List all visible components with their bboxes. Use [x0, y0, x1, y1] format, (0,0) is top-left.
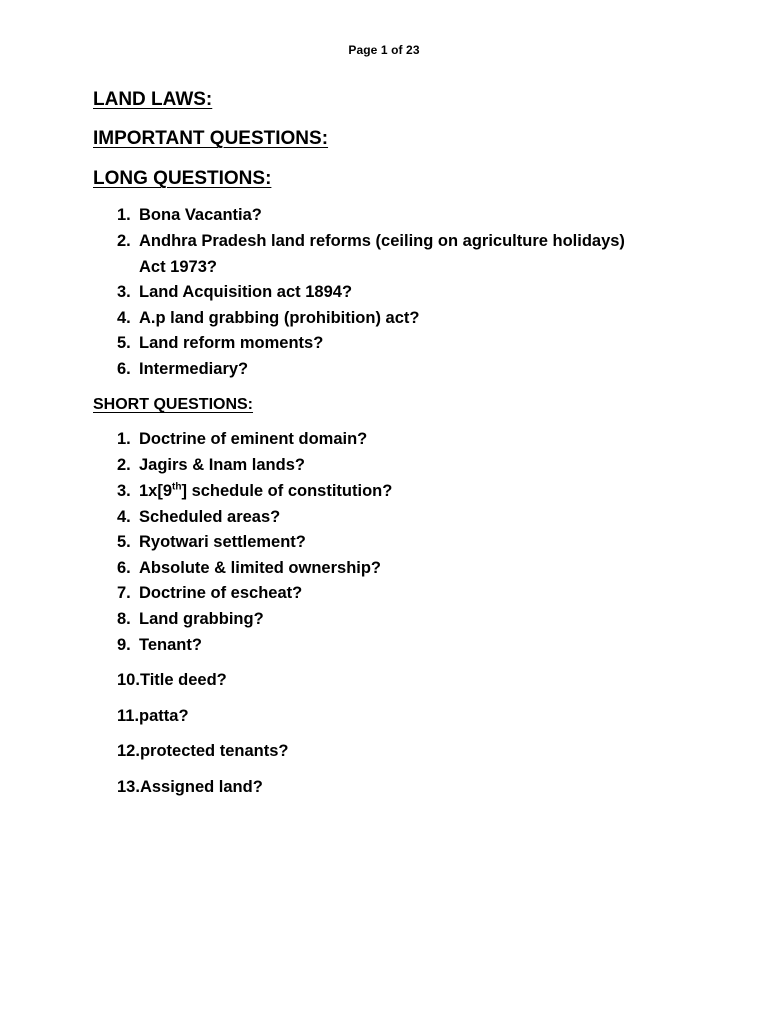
item-number: 4.: [117, 309, 131, 327]
important-questions-heading: IMPORTANT QUESTIONS:: [93, 128, 329, 149]
item-text: Bona Vacantia?: [139, 206, 262, 224]
long-questions-heading: LONG QUESTIONS:: [93, 168, 272, 189]
item-text: Andhra Pradesh land reforms (ceiling on agriculture holidays): [139, 232, 625, 250]
item-text-post: ] schedule of constitution?: [181, 482, 393, 500]
short-question-item: [117, 670, 227, 690]
item-text: A.p land grabbing (prohibition) act?: [139, 309, 420, 327]
item-text: Tenant?: [139, 636, 202, 654]
item-number: 13.: [117, 778, 140, 796]
long-question-item: [117, 359, 248, 379]
long-question-item: [117, 333, 323, 353]
long-question-item: [117, 308, 419, 328]
item-number: 11.: [117, 707, 140, 725]
item-text: protected tenants?: [139, 742, 289, 760]
item-number: 6.: [117, 360, 131, 378]
item-text: Jagirs & Inam lands?: [139, 456, 305, 474]
item-continuation: Act 1973?: [139, 258, 217, 276]
short-question-item: [117, 777, 263, 797]
short-question-item: [117, 635, 202, 655]
item-text: Land reform moments?: [139, 334, 324, 352]
short-question-item: [117, 429, 367, 449]
item-number: 2.: [117, 232, 131, 250]
item-number: 9.: [117, 636, 131, 654]
item-text: Absolute & limited ownership?: [139, 559, 382, 577]
item-number: 10.: [117, 671, 140, 689]
short-question-item: [117, 532, 306, 552]
item-number: 3.: [117, 283, 131, 301]
item-number: 12.: [117, 742, 140, 760]
item-number: 6.: [117, 559, 131, 577]
short-question-item: [117, 507, 280, 527]
long-question-item: [117, 231, 625, 251]
item-text: Doctrine of escheat?: [139, 584, 303, 602]
item-text: Title deed?: [139, 671, 227, 689]
item-text: Land Acquisition act 1894?: [139, 283, 353, 301]
document-title: LAND LAWS:: [93, 89, 213, 110]
short-question-item: [117, 583, 302, 603]
item-text: Doctrine of eminent domain?: [139, 430, 368, 448]
short-questions-heading: SHORT QUESTIONS:: [93, 396, 254, 413]
item-superscript: th: [172, 481, 182, 493]
item-number: 5.: [117, 533, 131, 551]
item-number: 8.: [117, 610, 131, 628]
item-text: Land grabbing?: [139, 610, 264, 628]
item-number: 2.: [117, 456, 131, 474]
page-number: Page 1 of 23: [348, 43, 420, 57]
item-text: Scheduled areas?: [139, 508, 281, 526]
item-text: Intermediary?: [139, 360, 249, 378]
item-number: 1.: [117, 206, 131, 224]
item-number: 4.: [117, 508, 131, 526]
item-text-pre: 1x[9: [139, 482, 173, 500]
item-text: Assigned land?: [139, 778, 263, 796]
item-number: 1.: [117, 430, 131, 448]
item-text: Ryotwari settlement?: [139, 533, 306, 551]
short-question-item: [117, 558, 381, 578]
short-question-item: [117, 741, 288, 761]
long-question-item: [117, 205, 262, 225]
short-question-item: [117, 481, 392, 501]
item-number: 5.: [117, 334, 131, 352]
item-number: 7.: [117, 584, 131, 602]
short-question-item: [117, 706, 189, 726]
long-question-item: [117, 282, 352, 302]
item-text: patta?: [139, 707, 189, 725]
short-question-item: [117, 609, 264, 629]
short-question-item: [117, 455, 305, 475]
item-number: 3.: [117, 482, 131, 500]
